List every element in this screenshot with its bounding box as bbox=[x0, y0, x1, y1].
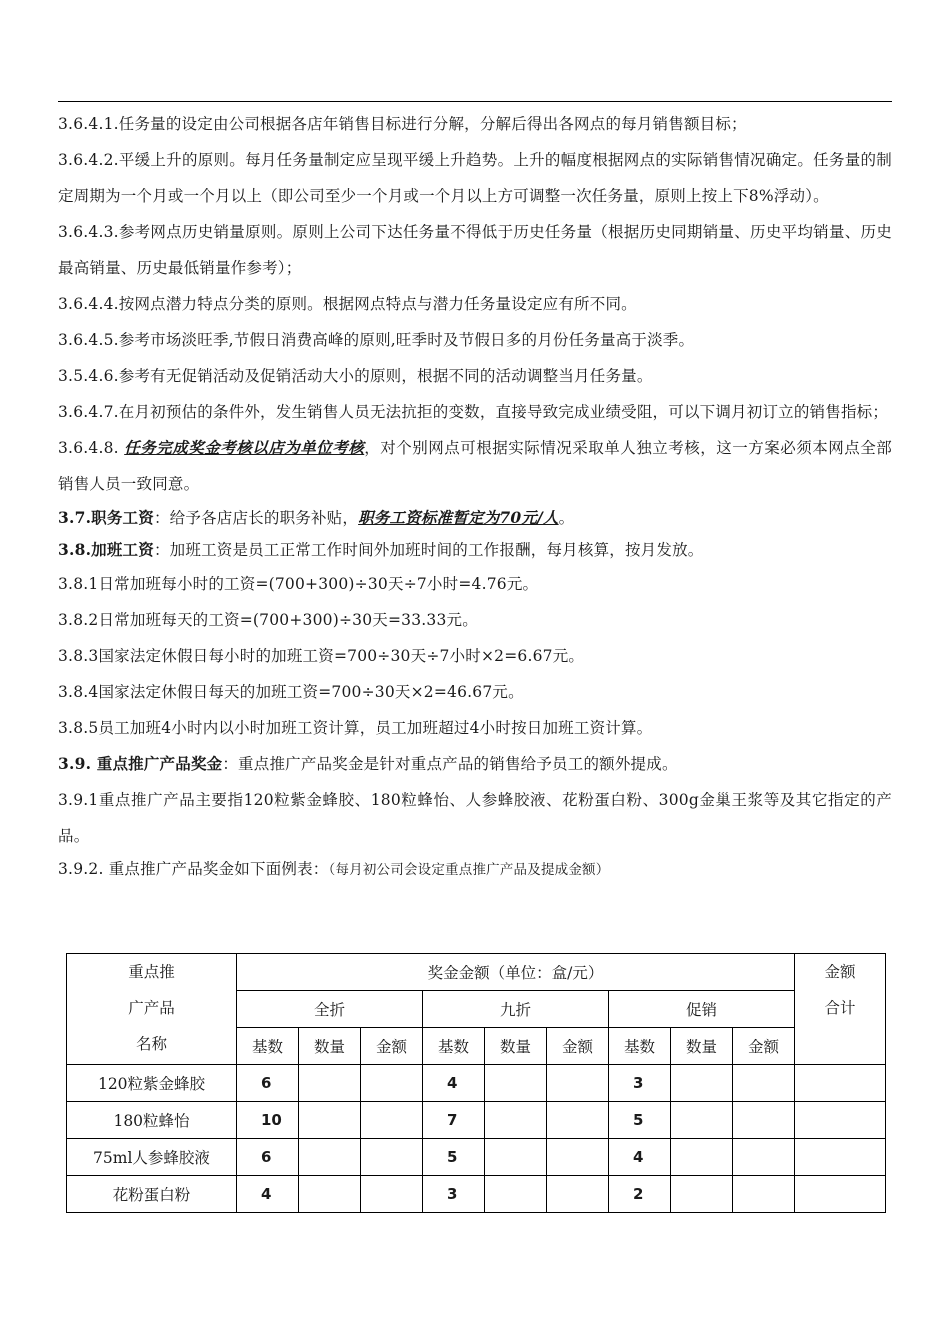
document-body bbox=[58, 106, 892, 886]
empty-cell bbox=[547, 1176, 609, 1213]
paragraph-3-8-4: 3.8.4国家法定休假日每天的加班工资=700÷30天×2=46.67元。 bbox=[58, 683, 524, 701]
paragraph-3-9-2 bbox=[58, 854, 892, 886]
paragraph-3-6-4-8-rest: ，对个别网点可根据实际情况采取单人独立考核，这一方案必须本网点全部销售人员一致同意。 bbox=[58, 439, 892, 493]
product-name-cell: 180粒蜂怡 bbox=[67, 1102, 237, 1139]
total-cell bbox=[795, 1102, 886, 1139]
header-product-name-line: 广产品 bbox=[128, 999, 175, 1017]
header-group-full: 全折 bbox=[237, 991, 423, 1028]
header-bonus-amount: 奖金金额（单位：盒/元） bbox=[237, 954, 795, 991]
empty-cell bbox=[547, 1102, 609, 1139]
ninety-base-cell: 7 bbox=[423, 1102, 485, 1139]
section-3-7-end: 。 bbox=[558, 509, 575, 527]
total-cell bbox=[795, 1139, 886, 1176]
promo-base-cell: 4 bbox=[609, 1139, 671, 1176]
table-header-row-1 bbox=[67, 954, 886, 991]
empty-cell bbox=[671, 1176, 733, 1213]
section-3-9-heading: 3.9. 重点推广产品奖金 bbox=[58, 754, 223, 773]
empty-cell bbox=[485, 1176, 547, 1213]
paragraph-3-6-4-2: 3.6.4.2.平缓上升的原则。每月任务量制定应呈现平缓上升趋势。上升的幅度根据网点的实际销售情况确定。任务量的制定周期为一个月或一个月以上（即公司至少一个月或一个月以上方可调整一次任务量，原则上按上下8%浮动）。 bbox=[58, 151, 892, 205]
header-group-ninety: 九折 bbox=[423, 991, 609, 1028]
paragraph-3-8-2: 3.8.2日常加班每天的工资=(700+300)÷30天=33.33元。 bbox=[58, 611, 478, 629]
header-total bbox=[795, 954, 886, 1065]
subheader-amount: 金额 bbox=[547, 1028, 609, 1065]
table-row bbox=[67, 1065, 886, 1102]
paragraph-3-6-4-7: 3.6.4.7.在月初预估的条件外，发生销售人员无法抗拒的变数，直接导致完成业绩受阻，可以下调月初订立的销售指标； bbox=[58, 403, 889, 421]
subheader-quantity: 数量 bbox=[299, 1028, 361, 1065]
promo-base-cell: 5 bbox=[609, 1102, 671, 1139]
empty-cell bbox=[547, 1065, 609, 1102]
header-total-line: 金额 bbox=[824, 963, 856, 981]
promo-base-cell: 3 bbox=[609, 1065, 671, 1102]
paragraph-3-6-4-8-emphasis: 任务完成奖金考核以店为单位考核 bbox=[124, 438, 365, 457]
product-name-cell: 花粉蛋白粉 bbox=[67, 1176, 237, 1213]
paragraph-3-9-2-main: 3.9.2. 重点推广产品奖金如下面例表： bbox=[58, 860, 329, 878]
ninety-base-cell: 4 bbox=[423, 1065, 485, 1102]
paragraph-3-6-4-3: 3.6.4.3.参考网点历史销量原则。原则上公司下达任务量不得低于历史任务量（根据历史同期销量、历史平均销量、历史最高销量、历史最低销量作参考）； bbox=[58, 223, 892, 277]
empty-cell bbox=[671, 1065, 733, 1102]
empty-cell bbox=[485, 1065, 547, 1102]
paragraph-3-6-4-8-prefix: 3.6.4.8. bbox=[58, 439, 125, 457]
header-product-name-line: 名称 bbox=[135, 1035, 167, 1053]
paragraph-3-8-1: 3.8.1日常加班每小时的工资=(700+300)÷30天÷7小时=4.76元。 bbox=[58, 575, 539, 593]
full-base-cell: 4 bbox=[237, 1176, 299, 1213]
full-base-cell: 10 bbox=[237, 1102, 299, 1139]
header-product-name bbox=[67, 954, 237, 1065]
section-3-7-body: ：给予各店店长的职务补贴， bbox=[153, 509, 359, 527]
empty-cell bbox=[547, 1139, 609, 1176]
header-rule bbox=[58, 101, 892, 102]
table-row bbox=[67, 1139, 886, 1176]
section-3-8-body: ：加班工资是员工正常工作时间外加班时间的工作报酬，每月核算，按月发放。 bbox=[153, 541, 704, 559]
subheader-base: 基数 bbox=[609, 1028, 671, 1065]
header-product-name-line: 重点推 bbox=[128, 963, 175, 981]
paragraph-3-6-4-1: 3.6.4.1.任务量的设定由公司根据各店年销售目标进行分解，分解后得出各网点的每月销售额目标； bbox=[58, 115, 747, 133]
section-3-9-body: ：重点推广产品奖金是针对重点产品的销售给予员工的额外提成。 bbox=[222, 755, 678, 773]
empty-cell bbox=[671, 1102, 733, 1139]
subheader-base: 基数 bbox=[237, 1028, 299, 1065]
empty-cell bbox=[671, 1139, 733, 1176]
empty-cell bbox=[485, 1102, 547, 1139]
paragraph-3-9-1: 3.9.1重点推广产品主要指120粒紫金蜂胶、180粒蜂怡、人参蜂胶液、花粉蛋白粉、300g金巢王浆等及其它指定的产品。 bbox=[58, 791, 892, 845]
subheader-quantity: 数量 bbox=[485, 1028, 547, 1065]
section-3-8-heading: 3.8.加班工资 bbox=[58, 540, 154, 559]
table-row bbox=[67, 1176, 886, 1213]
empty-cell bbox=[361, 1065, 423, 1102]
section-3-7-heading: 3.7.职务工资 bbox=[58, 508, 154, 527]
empty-cell bbox=[733, 1065, 795, 1102]
paragraph-3-6-4-4: 3.6.4.4.按网点潜力特点分类的原则。根据网点特点与潜力任务量设定应有所不同。 bbox=[58, 295, 637, 313]
paragraph-3-5-4-6: 3.5.4.6.参考有无促销活动及促销活动大小的原则，根据不同的活动调整当月任务量。 bbox=[58, 367, 653, 385]
promo-base-cell: 2 bbox=[609, 1176, 671, 1213]
section-3-8 bbox=[58, 534, 892, 566]
bonus-table bbox=[66, 953, 886, 1213]
subheader-amount: 金额 bbox=[733, 1028, 795, 1065]
header-group-promo: 促销 bbox=[609, 991, 795, 1028]
table-row bbox=[67, 1102, 886, 1139]
product-name-cell: 120粒紫金蜂胶 bbox=[67, 1065, 237, 1102]
empty-cell bbox=[361, 1176, 423, 1213]
header-total-line: 合计 bbox=[824, 999, 856, 1017]
empty-cell bbox=[733, 1176, 795, 1213]
ninety-base-cell: 3 bbox=[423, 1176, 485, 1213]
paragraph-3-6-4-8 bbox=[58, 430, 892, 502]
paragraph-3-8-3: 3.8.3国家法定休假日每小时的加班工资=700÷30天÷7小时×2=6.67元。 bbox=[58, 647, 585, 665]
empty-cell bbox=[299, 1139, 361, 1176]
section-3-7-emphasis: 职务工资标准暂定为70元/人 bbox=[358, 508, 559, 527]
full-base-cell: 6 bbox=[237, 1065, 299, 1102]
empty-cell bbox=[361, 1102, 423, 1139]
empty-cell bbox=[299, 1102, 361, 1139]
product-name-cell: 75ml人参蜂胶液 bbox=[67, 1139, 237, 1176]
section-3-7 bbox=[58, 502, 892, 534]
empty-cell bbox=[733, 1139, 795, 1176]
empty-cell bbox=[299, 1176, 361, 1213]
subheader-base: 基数 bbox=[423, 1028, 485, 1065]
subheader-quantity: 数量 bbox=[671, 1028, 733, 1065]
section-3-9 bbox=[58, 746, 892, 782]
paragraph-3-9-2-note: （每月初公司会设定重点推广产品及提成金额） bbox=[328, 862, 610, 878]
empty-cell bbox=[733, 1102, 795, 1139]
total-cell bbox=[795, 1065, 886, 1102]
total-cell bbox=[795, 1176, 886, 1213]
empty-cell bbox=[485, 1139, 547, 1176]
ninety-base-cell: 5 bbox=[423, 1139, 485, 1176]
full-base-cell: 6 bbox=[237, 1139, 299, 1176]
paragraph-3-8-5: 3.8.5员工加班4小时内以小时加班工资计算，员工加班超过4小时按日加班工资计算。 bbox=[58, 719, 653, 737]
empty-cell bbox=[299, 1065, 361, 1102]
subheader-amount: 金额 bbox=[361, 1028, 423, 1065]
paragraph-3-6-4-5: 3.6.4.5.参考市场淡旺季,节假日消费高峰的原则,旺季时及节假日多的月份任务量高于淡季。 bbox=[58, 331, 695, 349]
empty-cell bbox=[361, 1139, 423, 1176]
